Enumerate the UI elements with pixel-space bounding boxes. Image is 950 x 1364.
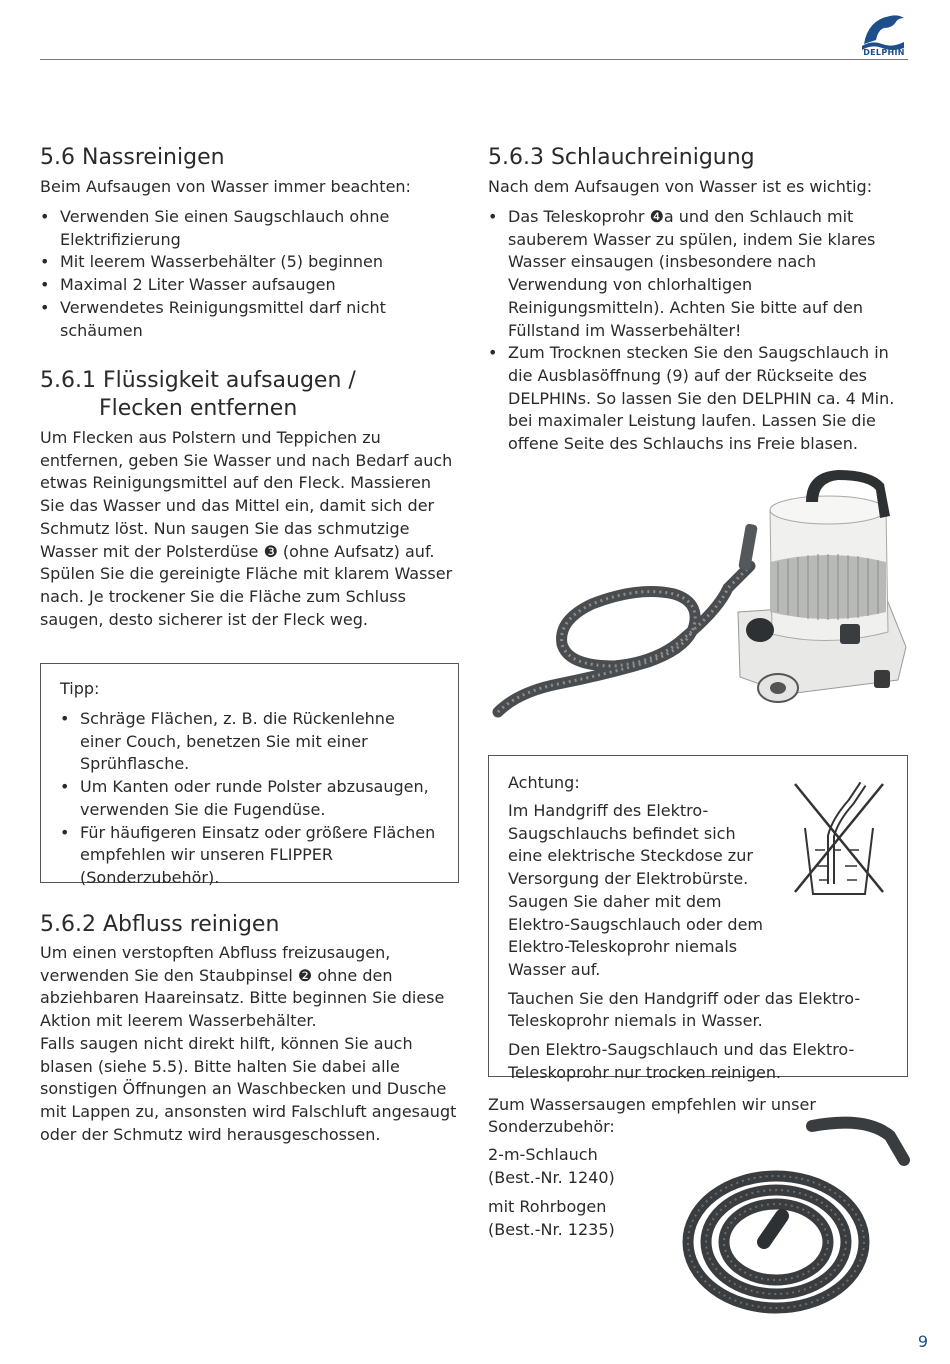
header-rule — [40, 59, 908, 60]
accessory-item-name: mit Rohrbogen — [488, 1197, 607, 1217]
list-item: • Mit leerem Wasserbehälter (5) beginnen — [40, 251, 420, 274]
section-heading: 5.6.2 Abfluss reinigen — [40, 912, 280, 937]
accessory-heading: Zum Wassersaugen empfehlen wir unser Sonderzubehör: — [488, 1095, 816, 1136]
section-heading: 5.6.3 Schlauchreinigung — [488, 145, 755, 170]
coiled-hose-image — [676, 1116, 912, 1322]
section-5-6-1 — [40, 367, 458, 631]
bullet-list — [40, 206, 420, 342]
logo-wordmark: DELPHIN — [863, 48, 905, 57]
paragraph: Den Elektro-Saugschlauch und das Elektro-Teleskoprohr nur trocken reinigen. — [508, 1040, 855, 1082]
paragraph: Um einen verstopften Abfluss freizusaugen, verwenden Sie den Staubpinsel ❷ ohne den abziehbaren Haareinsatz. Bitte beginnen Sie diese Aktion mit leerem Wasserbehälter. — [40, 943, 445, 1031]
page-number: 9 — [917, 1332, 928, 1351]
accessory-list — [488, 1144, 668, 1242]
section-subheading: Beim Aufsaugen von Wasser immer beachten: — [40, 177, 411, 196]
list-item: • Zum Trocknen stecken Sie den Saugschlauch in die Ausblasöffnung (9) auf der Rückseite des DELPHINs. So lassen Sie den DELPHIN ca. 4 Min. bei maximaler Leistung laufen. Lassen Sie die offene Seite des Schlauchs ins Freie blasen. — [488, 342, 913, 456]
list-item: • Das Teleskoprohr ❹a und den Schlauch mit sauberem Wasser zu spülen, indem Sie klares Wasser einsaugen (insbesondere nach Verwendung von chlorhaltigen Reinigungsmitteln). Achten Sie bitte auf den Füllstand im Wasserbehälter! — [488, 206, 913, 342]
paragraph: Falls saugen nicht direkt hilft, können Sie auch blasen (siehe 5.5). Bitte halten Sie dabei alle sonstigen Öffnungen an Waschbecken und Dusche mit Lappen zu, ansonsten wird Falschluft angesaugt oder der Schmutz wird herausgeschossen. — [40, 1033, 457, 1144]
section-heading-continued: Flecken entfernen — [99, 396, 298, 421]
vacuum-cleaner-image — [488, 462, 913, 727]
list-item: • Maximal 2 Liter Wasser aufsaugen — [40, 274, 420, 297]
list-item: • Verwendetes Reinigungsmittel darf nicht schäumen — [40, 297, 420, 342]
paragraph: Im Handgriff des Elektro-Saugschlauchs befindet sich eine elektrische Steckdose zur Versorgung der Elektrobürste. Saugen Sie daher mit dem Elektro-Saugschlauch oder dem Elektro-Teleskoprohr niemals Wasser auf. — [508, 801, 764, 979]
list-item: • Um Kanten oder runde Polster abzusaugen, verwenden Sie die Fugendüse. — [60, 776, 440, 821]
list-item: • Für häufigeren Einsatz oder größere Flächen empfehlen wir unseren FLIPPER (Sonderzubehör). — [60, 822, 440, 890]
dolphin-logo-icon — [858, 6, 910, 52]
section-5-6 — [40, 144, 470, 342]
list-item: • Verwenden Sie einen Saugschlauch ohne Elektrifizierung — [40, 206, 420, 251]
warning-box — [488, 755, 908, 1082]
tip-list — [60, 708, 440, 890]
accessory-item-order: (Best.-Nr. 1235) — [488, 1220, 615, 1240]
section-5-6-3 — [488, 144, 913, 456]
tip-box — [40, 663, 459, 887]
list-item: • Schräge Flächen, z. B. die Rückenlehne einer Couch, benetzen Sie mit einer Sprühflasche. — [60, 708, 440, 776]
section-heading: 5.6 Nassreinigen — [40, 145, 225, 170]
accessory-item-name: 2-m-Schlauch — [488, 1145, 598, 1164]
section-heading: 5.6.1 Flüssigkeit aufsaugen / — [40, 368, 356, 393]
warning-title: Achtung: — [508, 773, 580, 792]
bullet-list — [488, 206, 913, 456]
accessory-item-order: (Best.-Nr. 1240) — [488, 1167, 615, 1187]
no-water-icon — [791, 780, 887, 900]
tip-title: Tipp: — [60, 679, 100, 698]
paragraph: Um Flecken aus Polstern und Teppichen zu entfernen, geben Sie Wasser und nach Bedarf auch etwas Reinigungsmittel auf den Fleck. Massieren Sie das Wasser und das Mittel ein, damit sich der Schmutz löst. Nun saugen Sie das schmutzige Wasser mit der Polsterdüse ❸ (ohne Aufsatz) auf. — [40, 428, 453, 561]
paragraph: Spülen Sie die gereinigte Fläche mit klarem Wasser nach. Je trockener Sie die Fläche zum Schluss saugen, desto sicherer ist der Fleck weg. — [40, 564, 453, 629]
section-subheading: Nach dem Aufsaugen von Wasser ist es wichtig: — [488, 177, 873, 196]
section-5-6-2 — [40, 911, 458, 1146]
paragraph: Tauchen Sie den Handgriff oder das Elektro-Teleskoprohr niemals in Wasser. — [508, 988, 861, 1031]
